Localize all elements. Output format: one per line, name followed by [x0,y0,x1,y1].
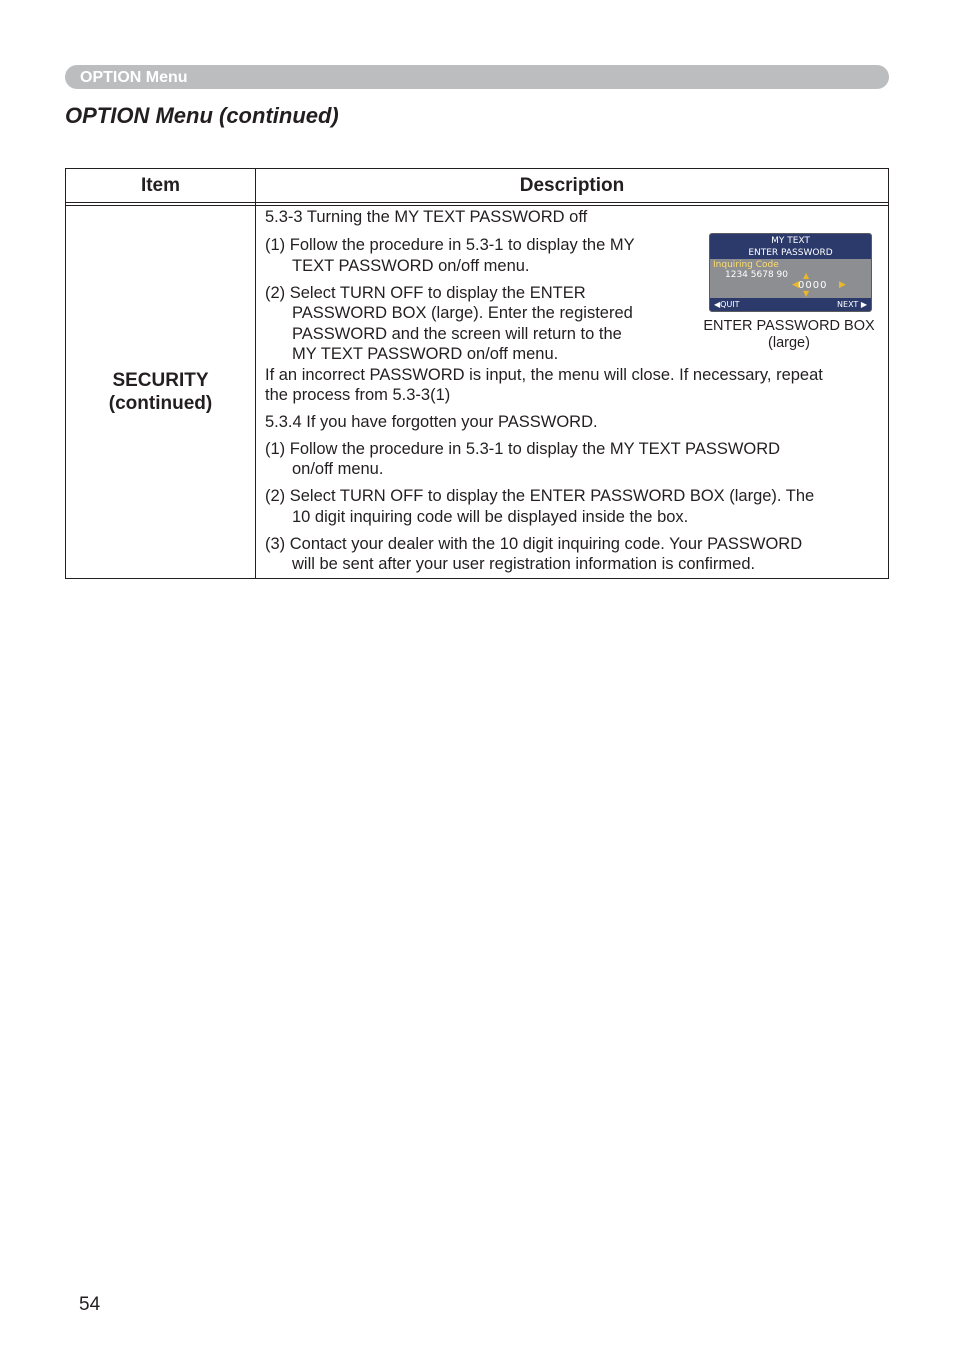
desc-line: If an incorrect PASSWORD is input, the menu will close. If necessary, repeat [265,366,823,384]
section-header-bar [65,65,889,89]
option-menu-table [65,168,889,579]
desc-line: MY TEXT PASSWORD on/off menu. [292,345,559,363]
section-header-label: OPTION Menu [80,69,188,86]
desc-line-wrap [265,324,622,345]
desc-line: (1) Follow the procedure in 5.3-1 to display the MY [265,236,635,254]
inquiring-code-value: 1234 5678 90 [725,270,788,280]
desc-line: TEXT PASSWORD on/off menu. [292,257,530,275]
item-continued: (continued) [108,393,213,414]
page-number: 54 [79,1294,101,1315]
desc-line: (2) Select TURN OFF to display the ENTER [265,284,586,302]
desc-line: PASSWORD BOX (large). Enter the registered [292,304,633,322]
desc-line: will be sent after your user registration information is confirmed. [292,555,756,573]
desc-line-wrap [265,256,530,277]
table-header-item: Item [140,175,181,196]
enter-password-box-screenshot [709,233,872,312]
desc-line: PASSWORD and the screen will return to the [292,325,622,343]
desc-line-wrap [265,554,755,575]
item-cell-security [66,369,255,415]
table-header-description: Description [519,175,625,196]
desc-line: 5.3-3 Turning the MY TEXT PASSWORD off [265,208,588,226]
next-arrow-icon: ▶ [860,300,867,309]
desc-line: 10 digit inquiring code will be displayed inside the box. [292,508,689,526]
arrow-down-icon: ▼ [803,289,810,298]
column-divider [255,169,256,578]
desc-line: on/off menu. [292,460,384,478]
desc-line: (1) Follow the procedure in 5.3-1 to display the MY TEXT PASSWORD [265,440,781,458]
password-digits: 0000 [798,280,828,291]
screen-body [710,259,871,297]
header-rule-bottom [66,205,888,206]
screen-footer-bar [710,298,871,311]
caption-line2: (large) [768,334,810,351]
screen-title-line2: ENTER PASSWORD [748,248,833,258]
next-text: NEXT [837,300,859,309]
page-title: OPTION Menu (continued) [65,103,339,128]
screen-title-line1: MY TEXT [771,236,810,246]
desc-line-wrap [265,507,688,528]
desc-line-wrap [265,459,383,480]
header-rule-top [66,202,888,203]
desc-line-wrap [265,303,633,324]
item-name: SECURITY [112,370,209,391]
desc-line: (3) Contact your dealer with the 10 digit inquiring code. Your PASSWORD [265,535,803,553]
next-label [837,298,867,311]
screen-title-bar [710,234,871,260]
screenshot-caption [694,318,884,351]
arrow-up-icon: ▲ [803,271,810,280]
desc-line: 5.3.4 If you have forgotten your PASSWORD. [265,413,598,431]
quit-arrow-icon: ◀ [714,300,721,309]
arrow-left-icon: ◀ [792,280,799,290]
quit-text: QUIT [720,300,740,309]
arrow-right-icon: ▶ [839,280,846,290]
caption-line1: ENTER PASSWORD BOX [703,318,875,334]
desc-line: (2) Select TURN OFF to display the ENTER PASSWORD BOX (large). The [265,487,815,505]
desc-line: the process from 5.3-3(1) [265,386,451,404]
desc-line-wrap [265,344,558,365]
quit-label [714,298,740,311]
inquiring-code-label: Inquiring Code [713,260,779,270]
